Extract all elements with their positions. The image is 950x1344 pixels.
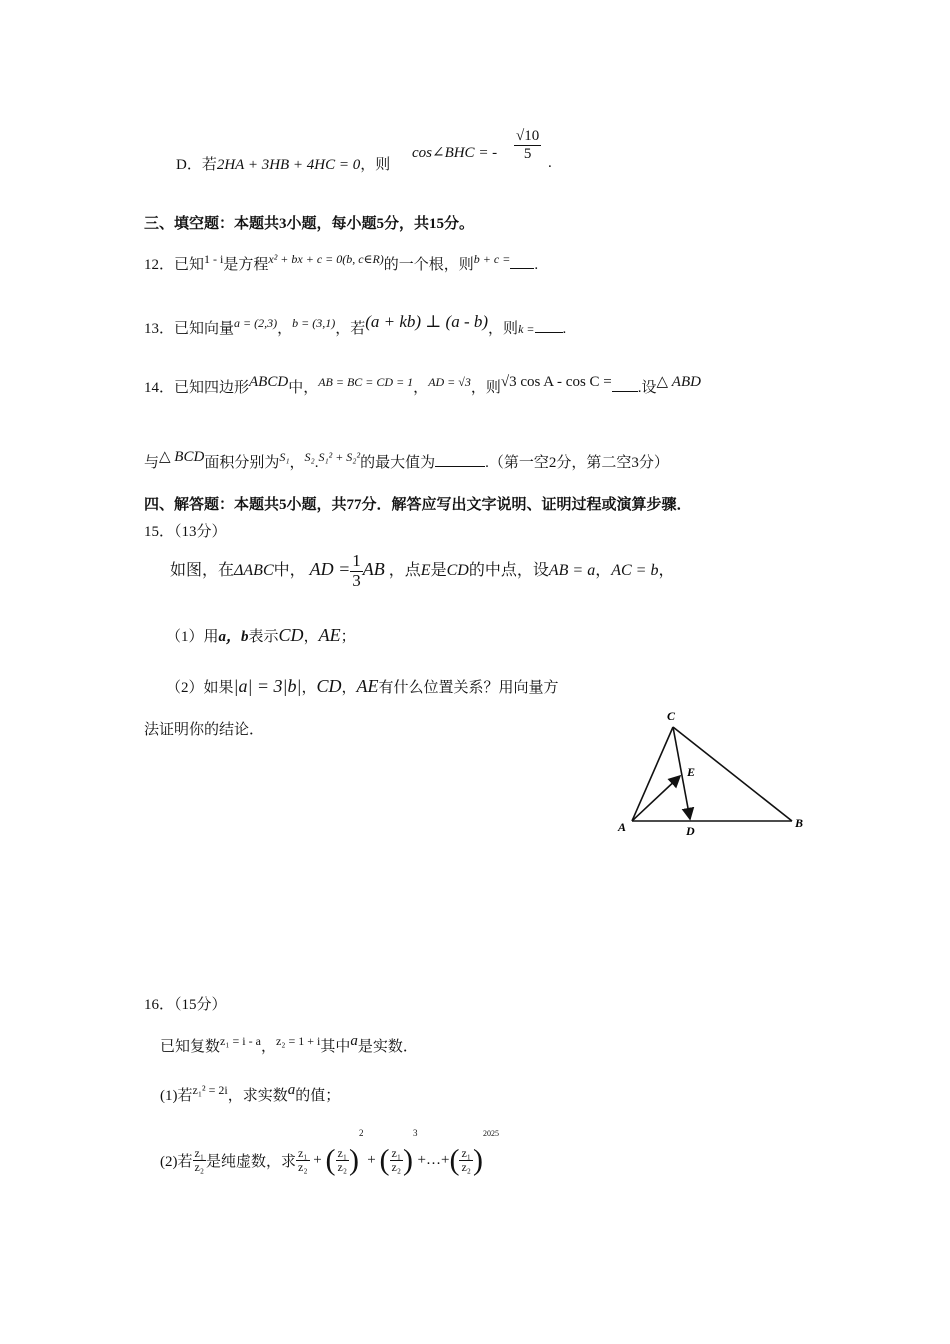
question-15-part2-cont: 法证明你的结论． [144,722,265,738]
question-16-head: 16．（15分） [144,997,227,1013]
q13-blank[interactable] [535,318,563,333]
vector-ae [632,776,680,821]
q11-end: . [548,155,552,171]
label-e: E [687,765,696,779]
q11-cos-expr: cos∠BHC = - [412,145,498,161]
question-14-line1: 14．已知四边形ABCD中，$^{AB = BC = CD = 1}$，$^{AD = √3}$，则√3 cos A - cos C = .设△ ABD [144,374,701,396]
question-16-part1: (1)若$^{z_1^2 = 2i}$，求实数a的值； [160,1082,341,1104]
label-d: D [686,824,695,838]
sum-term-1: $\frac{\text{z₁}}{\text{z₂}}$ [298,1145,308,1175]
q12-blank[interactable] [510,254,534,269]
question-15-part1: （1）用a，b表示CD，AE； [166,625,356,645]
side-ac [632,727,673,821]
paren-close-3: ) [403,1143,414,1177]
sum-term-3: $\frac{\text{z₁}}{\text{z₂}}$ [391,1145,402,1175]
question-14-line2: 与△ BCD面积分别为$^{S_1}$，$^{S_2}$.$^{S_1^2 + S_2^2}$的最大值为 .（第一空2分，第二空3分） [144,449,669,471]
label-b: B [795,816,804,830]
q11-fraction: $\frac{√10}{5}$ [516,128,540,162]
sum-term-2: $\frac{\text{z₁}}{\text{z₂}}$ [337,1145,348,1175]
paren-close-n: ) [472,1143,483,1177]
label-c: C [667,709,676,723]
q11-option-d: D．若2HA + 3HB + 4HC = 0，则 [176,157,391,173]
triangle-figure [610,705,810,840]
q14-blank-1[interactable] [612,377,638,392]
paren-open-2: ( [325,1143,336,1177]
q14-blank-2[interactable] [435,452,485,467]
label-a: A [618,820,627,834]
section-4-heading: 四、解答题：本题共5小题，共77分．解答应写出文字说明、证明过程或演算步骤． [144,497,692,513]
paren-close-2: ) [349,1143,360,1177]
question-16-stem: 已知复数$^{z_1 = i - a}$，$^{z_2 = 1 + i}$其中a是实数． [160,1033,418,1055]
question-15-stem: 如图，在ΔABC中， AD = $\frac{1}{3}$ AB ，点E是CD的中点，设AB = a，AC = b， [170,551,675,590]
question-12: 12．已知$^{1 - i}$是方程$^{x^2 + bx + c = 0(b, c\in R)}$的一个根，则$^{b + c =}$ . [144,252,539,273]
paren-open-3: ( [379,1143,390,1177]
question-15-part2: （2）如果|a| = 3|b|，CD，AE有什么位置关系？用向量方 [166,676,559,696]
question-15-head: 15．（13分） [144,524,227,540]
frac-z1-z2: $\frac{\text{z₁}}{\text{z₂}}$ [194,1145,205,1175]
paren-open-n: ( [449,1143,460,1177]
question-16-part2: (2)若 $\frac{\text{z₁}}{\text{z₂}}$ 是纯虚数，求 $\frac{\text{z₁}}{\text{z₂}}$ + ( $\frac{\text{z₁}}{\text{z₂}}$ )$^2$ + ( $\frac{\text{z₁}}{\text{z₂}}$ )$^3$+…+( $\frac{\text{z₁}}{\text{z₂}}$ )$^{2025}$ [160,1128,499,1177]
question-13: 13．已知向量$^{a = (2,3)}$，$^{b = (3,1)}$，若(a + kb) ⊥ (a - b)，则k = . [144,312,567,337]
q15-fraction: $\frac{1}{3}$ [352,551,361,590]
sum-term-n: $\frac{\text{z₁}}{\text{z₂}}$ [461,1145,471,1175]
section-3-heading: 三、填空题：本题共3小题，每小题5分，共15分。 [144,216,475,232]
